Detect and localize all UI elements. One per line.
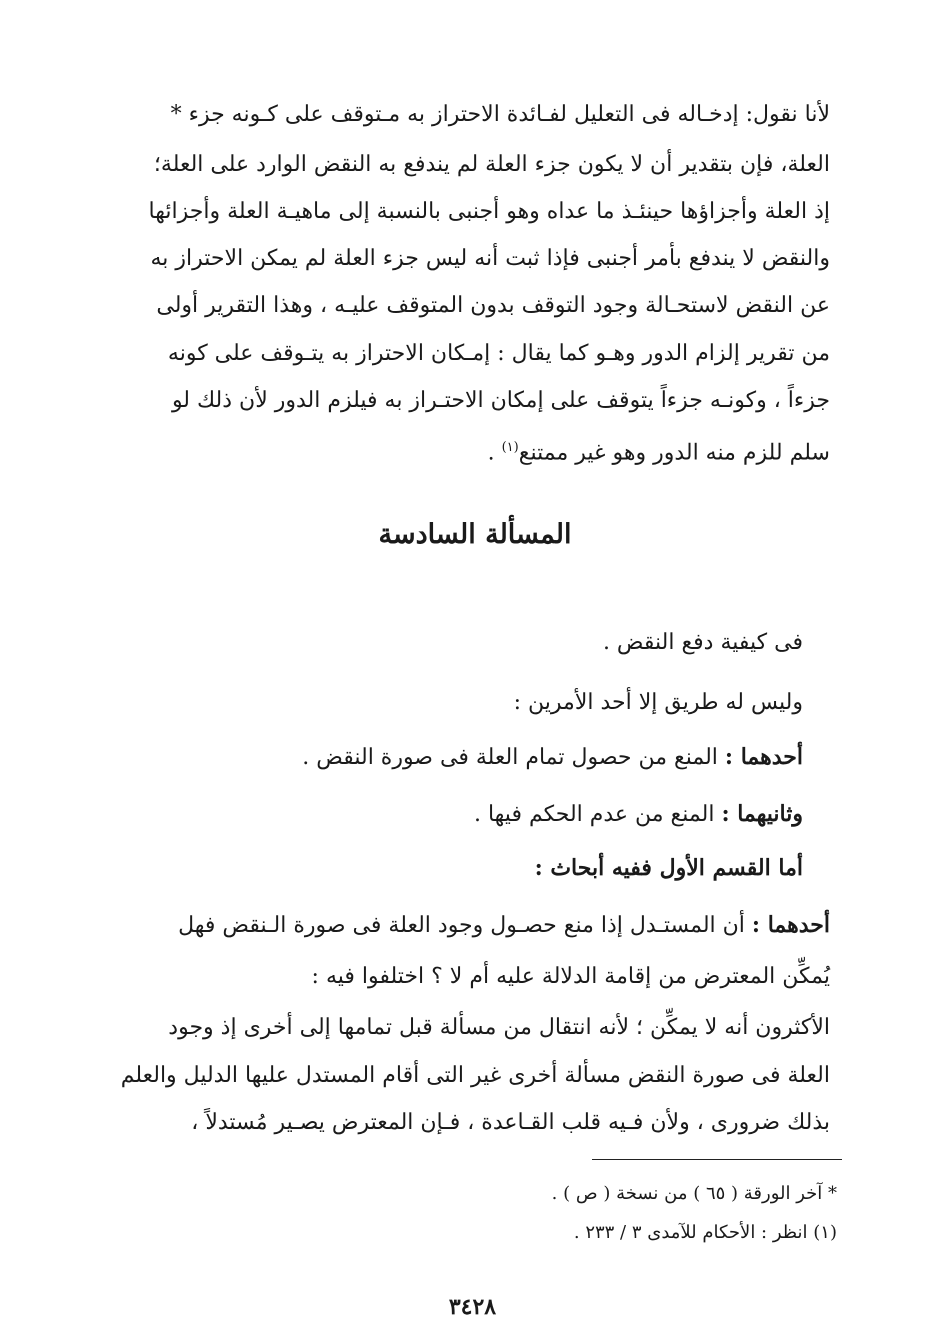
first-label: أحدهما :: [724, 744, 803, 770]
majority-line-2: العلة فى صورة النقض مسألة أخرى غير التى أقام المستدل عليها الدليل والعلم: [120, 1063, 830, 1088]
discussion-line-1: [110, 910, 830, 941]
discussion-line-2: يُمكِّن المعترض من إقامة الدلالة عليه أم لا ؟ اختلفوا فيه :: [311, 964, 830, 989]
footnote-ref: (١): [501, 440, 519, 455]
second-point: [474, 799, 803, 830]
first-text: المنع من حصول تمام العلة فى صورة النقض .: [302, 745, 725, 770]
second-text: المنع من عدم الحكم فيها .: [473, 802, 722, 827]
intro-line-1: فى كيفية دفع النقض .: [602, 630, 803, 655]
body-line-5: عن النقض لاستحـالة وجود التوقف بدون المتوقف عليـه ، وهذا التقرير أولى: [156, 293, 830, 318]
discussion-label: أحدهما :: [751, 912, 830, 938]
second-label: وثانيهما :: [721, 801, 803, 827]
body-line-2: العلة، فإن بتقدير أن لا يكون جزء العلة لم يندفع به النقض الوارد على العلة؛: [153, 152, 830, 177]
body-line-4: والنقض لا يندفع بأمر أجنبى فإذا ثبت أنه ليس جزء العلة لم يمكن الاحتراز به: [150, 246, 830, 271]
body-line-8: [488, 433, 830, 468]
majority-line-3: بذلك ضرورى ، ولأن فـيه قلب القـاعدة ، فـإن المعترض يصـير مُستدلاً ،: [191, 1110, 830, 1135]
first-point: [302, 742, 803, 773]
body-line-3: إذ العلة وأجزاؤها حينئـذ ما عداه وهو أجنبى بالنسبة إلى ماهيـة العلة وأجزائها: [148, 199, 830, 224]
body-line-6: من تقرير إلزام الدور وهـو كما يقال : إمـكان الاحتراز به يتـوقف على كونه: [167, 341, 830, 366]
body-last-end: .: [487, 440, 495, 466]
footnote-2: (١) انظر : الأحكام للآمدى ٣ / ٢٣٣ .: [573, 1222, 837, 1243]
body-last-text: سلم للزم منه الدور وهو غير ممتنع: [518, 440, 830, 466]
page-number: ٣٤٢٨: [448, 1294, 497, 1320]
body-line-1: لأنا نقول: إدخـاله فى التعليل لفـائدة الاحتراز به مـتوقف على كـونه جزء *: [170, 102, 830, 127]
majority-line-1: الأكثرون أنه لا يمكِّن ؛ لأنه انتقال من مسألة قبل تمامها إلى أخرى إذ وجود: [168, 1015, 830, 1040]
discussion-text-1: أن المستـدل إذا منع حصـول وجود العلة فى صورة الـنقض فهل: [178, 913, 752, 938]
body-line-7: جزءاً ، وكونـه جزءاً يتوقف على إمكان الاحتـراز به فيلزم الدور لأن ذلك لو: [171, 388, 830, 413]
section-heading: المسألة السادسة: [378, 519, 572, 550]
footnote-divider: [592, 1159, 842, 1160]
footnote-1: * آخر الورقة ( ٦٥ ) من نسخة ( ص ) .: [551, 1183, 837, 1204]
section-title: أما القسم الأول ففيه أبحاث :: [534, 855, 803, 881]
intro-line-2: وليس له طريق إلا أحد الأمرين :: [513, 690, 803, 715]
